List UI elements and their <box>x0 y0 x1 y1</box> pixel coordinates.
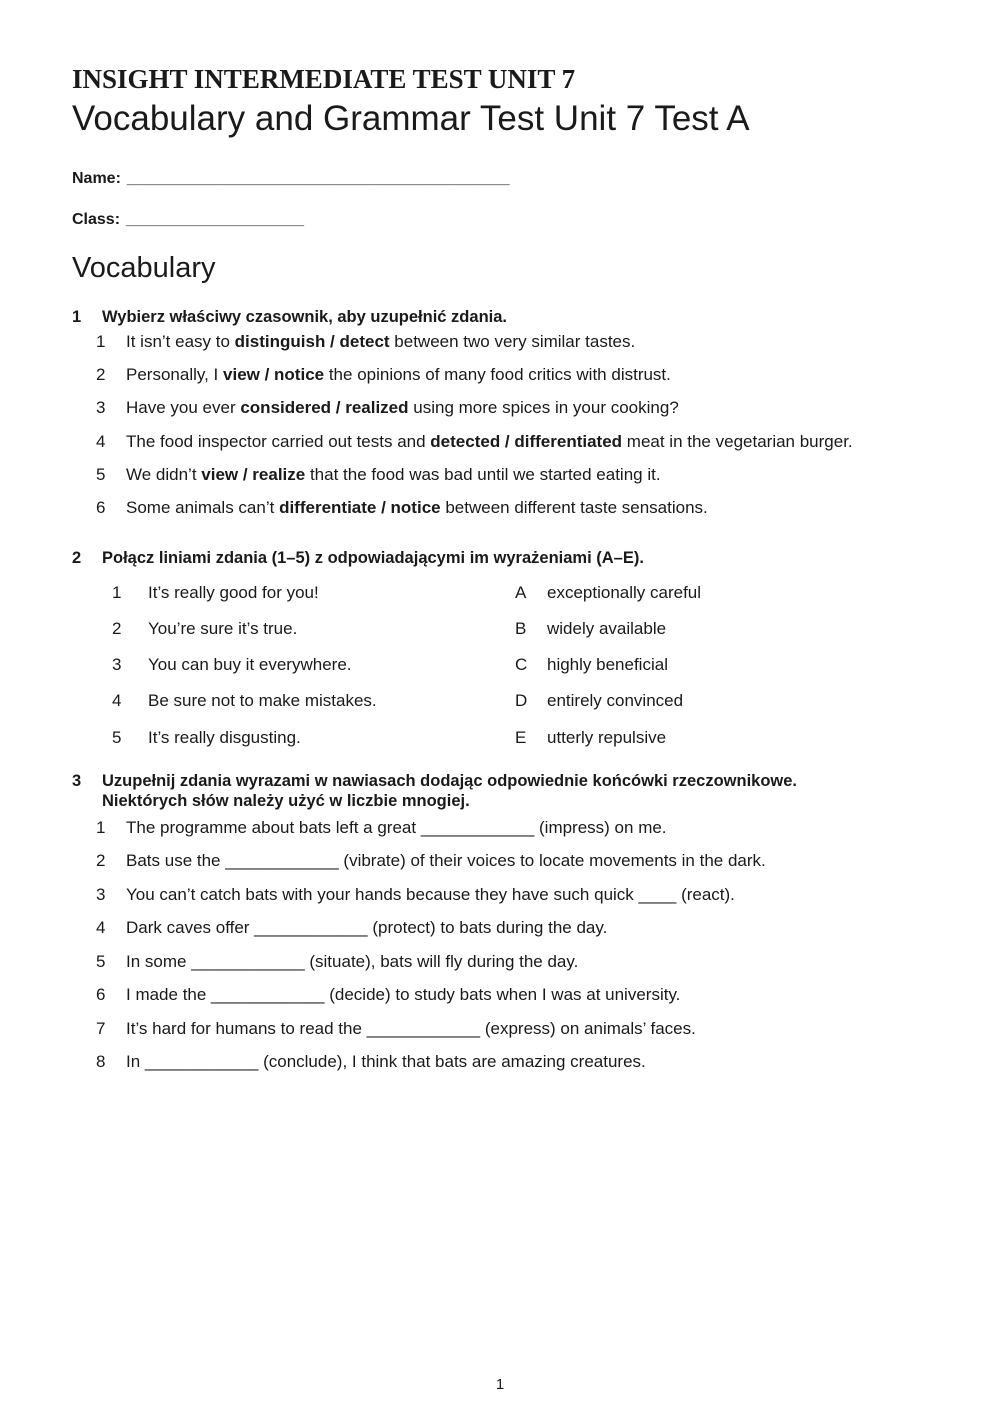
match-right-letter: D <box>515 691 528 710</box>
exercise-2-heading <box>72 548 644 568</box>
exercise-1-item <box>96 365 671 385</box>
exercise-3-item[interactable] <box>96 885 735 905</box>
item-text-before: It isn’t easy to <box>126 332 235 351</box>
item-text-after: between two very similar tastes. <box>389 332 636 351</box>
item-number: 6 <box>96 985 106 1004</box>
exercise-1-item <box>96 498 708 518</box>
match-left-text: You can buy it everywhere. <box>148 655 352 674</box>
exercise-3-item[interactable] <box>96 1019 696 1039</box>
exercise-number: 2 <box>72 549 82 567</box>
name-line[interactable]: ___________________________________________ <box>126 170 510 187</box>
item-text-before: Personally, I <box>126 365 224 384</box>
item-text-after: the opinions of many food critics with distrust. <box>324 365 671 384</box>
name-field[interactable] <box>72 170 510 188</box>
item-text-after: that the food was bad until we started eating it. <box>305 465 661 484</box>
match-left-text: Be sure not to make mistakes. <box>148 691 377 710</box>
match-right-text: exceptionally careful <box>547 583 702 602</box>
item-number: 4 <box>96 432 106 451</box>
exercise-1-item <box>96 432 853 452</box>
word-choice[interactable]: distinguish / detect <box>234 332 390 351</box>
exercise-instruction-line-1: Uzupełnij zdania wyrazami w nawiasach dodając odpowiednie końcówki rzeczownikowe. <box>102 772 797 790</box>
item-text: The programme about bats left a great ____________ (impress) on me. <box>126 818 667 837</box>
match-right-item[interactable] <box>515 583 701 603</box>
item-text-before: We didn’t <box>126 465 202 484</box>
exercise-3-heading <box>72 771 797 811</box>
match-left-number: 3 <box>112 655 122 674</box>
exercise-3-item[interactable] <box>96 851 766 871</box>
word-choice[interactable]: detected / differentiated <box>430 432 623 451</box>
item-text: Bats use the ____________ (vibrate) of their voices to locate movements in the dark. <box>126 851 766 870</box>
exercise-number: 1 <box>72 308 82 326</box>
match-right-item[interactable] <box>515 728 666 748</box>
item-number: 8 <box>96 1052 106 1071</box>
item-text: I made the ____________ (decide) to study bats when I was at university. <box>126 985 681 1004</box>
match-left-text: It’s really disgusting. <box>148 728 301 747</box>
class-label: Class: <box>72 211 121 228</box>
exercise-number: 3 <box>72 772 82 790</box>
item-number: 5 <box>96 952 106 971</box>
exercise-3-item[interactable] <box>96 1052 646 1072</box>
match-right-text: highly beneficial <box>547 655 668 674</box>
item-number: 6 <box>96 498 106 517</box>
match-right-text: entirely convinced <box>547 691 684 710</box>
section-title-vocabulary: Vocabulary <box>72 252 216 284</box>
item-text-before: The food inspector carried out tests and <box>126 432 431 451</box>
item-number: 1 <box>96 818 106 837</box>
exercise-3-item[interactable] <box>96 918 607 938</box>
word-choice[interactable]: view / notice <box>223 365 325 384</box>
item-number: 7 <box>96 1019 106 1038</box>
match-left-number: 2 <box>112 619 122 638</box>
match-right-item[interactable] <box>515 619 666 639</box>
match-right-letter: E <box>515 728 527 747</box>
name-label: Name: <box>72 170 121 187</box>
exercise-1-item <box>96 332 635 352</box>
match-right-letter: B <box>515 619 527 638</box>
worksheet-page <box>72 60 952 1071</box>
match-left-item[interactable] <box>112 583 319 603</box>
item-text-before: Some animals can’t <box>126 498 280 517</box>
match-right-letter: C <box>515 655 528 674</box>
item-number: 5 <box>96 465 106 484</box>
item-number: 3 <box>96 398 106 417</box>
match-left-text: It’s really good for you! <box>148 583 319 602</box>
exercise-3-item[interactable] <box>96 952 578 972</box>
word-choice[interactable]: differentiate / notice <box>279 498 441 517</box>
item-text-before: Have you ever <box>126 398 241 417</box>
word-choice[interactable]: considered / realized <box>240 398 409 417</box>
match-left-number: 4 <box>112 691 122 710</box>
class-line[interactable]: ____________________ <box>126 211 304 228</box>
match-left-number: 5 <box>112 728 122 747</box>
item-text: You can’t catch bats with your hands because they have such quick ____ (react). <box>126 885 735 904</box>
match-left-item[interactable] <box>112 691 377 711</box>
item-number: 2 <box>96 365 106 384</box>
exercise-instruction: Połącz liniami zdania (1–5) z odpowiadającymi im wyrażeniami (A–E). <box>102 549 644 567</box>
item-text: In some ____________ (situate), bats will fly during the day. <box>126 952 579 971</box>
match-left-text: You’re sure it’s true. <box>148 619 298 638</box>
item-number: 4 <box>96 918 106 937</box>
item-text: It’s hard for humans to read the ____________ (express) on animals’ faces. <box>126 1019 696 1038</box>
match-right-letter: A <box>515 583 527 602</box>
item-number: 2 <box>96 851 106 870</box>
match-left-item[interactable] <box>112 728 301 748</box>
exercise-1-heading <box>72 307 507 327</box>
exercise-instruction-line-2: Niektórych słów należy użyć w liczbie mnogiej. <box>102 792 470 810</box>
item-text-after: between different taste sensations. <box>440 498 708 517</box>
match-right-text: widely available <box>547 619 667 638</box>
item-number: 3 <box>96 885 106 904</box>
exercise-3-item[interactable] <box>96 985 680 1005</box>
item-text-after: using more spices in your cooking? <box>408 398 679 417</box>
match-right-item[interactable] <box>515 655 668 675</box>
item-text: In ____________ (conclude), I think that bats are amazing creatures. <box>126 1052 646 1071</box>
item-number: 1 <box>96 332 106 351</box>
word-choice[interactable]: view / realize <box>201 465 306 484</box>
class-field[interactable] <box>72 211 304 229</box>
item-text-after: meat in the vegetarian burger. <box>622 432 853 451</box>
exercise-1-item <box>96 465 661 485</box>
match-left-item[interactable] <box>112 655 352 675</box>
subtitle: Vocabulary and Grammar Test Unit 7 Test A <box>72 99 750 138</box>
match-left-number: 1 <box>112 583 122 602</box>
page-number: 1 <box>495 1376 505 1393</box>
match-right-item[interactable] <box>515 691 683 711</box>
exercise-3-item[interactable] <box>96 818 667 838</box>
item-text: Dark caves offer ____________ (protect) to bats during the day. <box>126 918 608 937</box>
match-right-text: utterly repulsive <box>547 728 667 747</box>
exercise-1-item <box>96 398 679 418</box>
exercise-instruction: Wybierz właściwy czasownik, aby uzupełnić zdania. <box>102 308 507 326</box>
test-title: INSIGHT INTERMEDIATE TEST UNIT 7 <box>72 64 576 94</box>
match-left-item[interactable] <box>112 619 297 639</box>
